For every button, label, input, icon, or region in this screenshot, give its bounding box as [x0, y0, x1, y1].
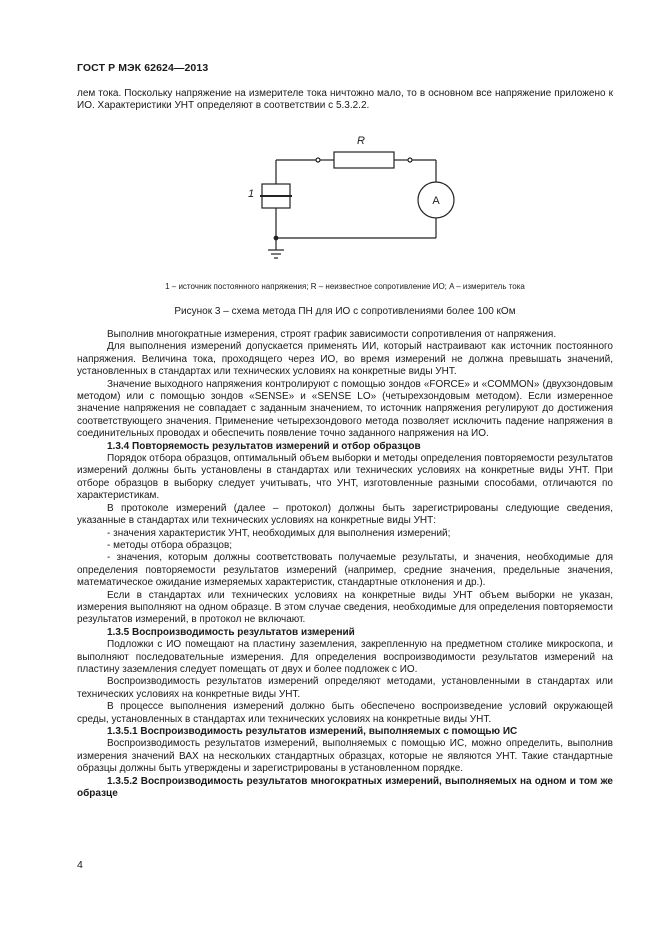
paragraph: Воспроизводимость результатов измерений определяют методами, установленными в стандартах или технических условиях на конкретные виды УНТ.	[77, 676, 613, 700]
section-heading: 1.3.5.1 Воспроизводимость результатов измерений, выполняемых с помощью ИС	[107, 726, 518, 737]
paragraph: Значение выходного напряжения контролируют с помощью зондов «FORCE» и «COMMON» (двухзондовым методом) или с помощью зондов «SENSE» и «SENSE LO» (четырехзондовым методом). Если измеренное значение напряжения не совпадает с заданным значением, то источник напряжения регулируют до достижения соответствующего значения. Применение четырехзондового метода позволяет исключить падение напряжения в соединительных проводах и обеспечить появление точно заданного напряжения на ИО.	[77, 378, 613, 440]
section-heading: 1.3.5.2 Воспроизводимость результатов многократных измерений, выполняемых на одном и том же образце	[77, 775, 613, 800]
resistor	[334, 152, 394, 168]
document-header: ГОСТ Р МЭК 62624—2013	[77, 62, 209, 74]
paragraph: Порядок отбора образцов, оптимальный объем выборки и методы определения повторяемости результатов измерений должны быть установлены в стандартах или технических условиях на конкретные виды УНТ. При отборе образцов в выборку следует учитывать, что УНТ, изготовленные разными способами, отличаются по характеристикам.	[77, 453, 613, 502]
list-item: - значения, которым должны соответствовать получаемые результаты, и значения, необходимые для определения повторяемости результатов измерений (например, средние значения, предельные значения, математическое ожидание измеряемых характеристик, стандартные отклонения и др.).	[77, 552, 613, 589]
paragraph: Воспроизводимость результатов измерений, выполняемых с помощью ИС, можно определить, выполнив измерения значений ВАХ на нескольких стандартных образцах, которые не являются УНТ. Такие стандартные образцы должны быть утверждены и зарегистрированы в установленном порядке.	[77, 738, 613, 775]
source-label: 1	[248, 188, 255, 200]
list-item: - значения характеристик УНТ, необходимых для выполнения измерений;	[107, 527, 451, 539]
paragraph: Для выполнения измерений допускается применять ИИ, который настраивают как источник постоянного напряжения. Величина тока, проходящего через ИО, во время измерений не должна превышать значений, установленных в стандартах или технических условиях на конкретные виды УНТ.	[77, 341, 613, 378]
section-heading: 1.3.5 Воспроизводимость результатов измерений	[107, 626, 355, 638]
ammeter-label: A	[432, 195, 440, 207]
paragraph: Выполнив многократные измерения, строят график зависимости сопротивления от напряжения.	[107, 329, 557, 340]
circuit-diagram	[230, 128, 470, 268]
resistor-label: R	[357, 135, 365, 147]
intro-paragraph	[77, 88, 613, 113]
paragraph: Подложки с ИО помещают на пластину заземления, закрепленную на предметном столике микроскопа, и выполняют последовательные измерения. Для определения воспроизводимости результатов измерений на пластину заземления следует помещать от двух и более подложек с ИО.	[77, 639, 613, 675]
figure-caption: Рисунок 3 – схема метода ПН для ИО с сопротивлениями более 100 кОм	[174, 306, 516, 317]
page-number: 4	[77, 859, 83, 871]
section-heading: 1.3.4 Повторяемость результатов измерений и отбор образцов	[107, 440, 421, 452]
terminal	[408, 158, 412, 162]
figure-legend: 1 – источник постоянного напряжения; R – неизвестное сопротивление ИО; A – измеритель тока	[165, 282, 525, 291]
paragraph: Если в стандартах или технических условиях на конкретные виды УНТ объем выборки не указан, измерения выполняют на одном образце. В этом случае сведения, необходимые для определения повторяемости результатов измерений, в протокол не включают.	[77, 589, 613, 626]
list-item: - методы отбора образцов;	[107, 539, 233, 551]
terminal	[316, 158, 320, 162]
paragraph: В процессе выполнения измерений должно быть обеспечено воспроизведение условий окружающей среды, установленных в стандартах или технических условиях на конкретные виды УНТ.	[77, 701, 613, 725]
body-text	[77, 329, 613, 800]
paragraph: лем тока. Поскольку напряжение на измерителе тока ничтожно мало, то в основном все напряжение приложено к ИО. Характеристики УНТ определяют в соответствии с 5.3.2.2.	[77, 88, 613, 112]
paragraph: В протоколе измерений (далее – протокол) должны быть зарегистрированы следующие сведения, указанные в стандартах или технических условиях на конкретные виды УНТ:	[77, 502, 613, 527]
